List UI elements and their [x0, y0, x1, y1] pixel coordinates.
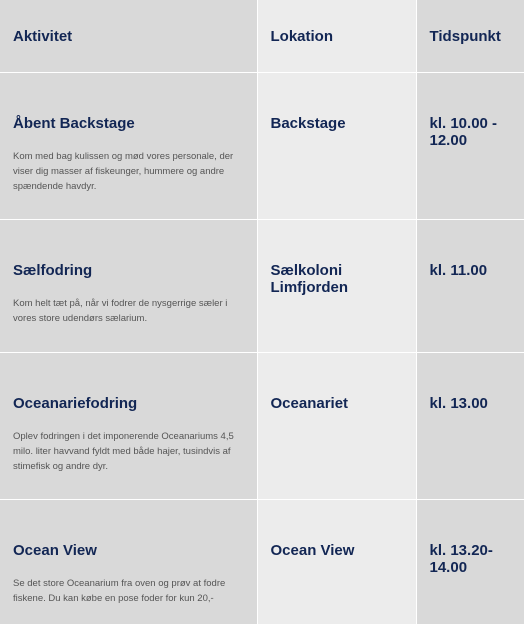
table-body: [0, 73, 524, 625]
time-cell: [416, 73, 524, 220]
time-text: kl. 13.20- 14.00: [429, 542, 493, 576]
header-location: Lokation: [257, 0, 416, 73]
activity-title: Sælfodring: [13, 262, 93, 279]
time-cell: [416, 500, 524, 625]
table-header: [0, 0, 524, 73]
table-row: [0, 500, 524, 625]
activity-description: Oplev fodringen i det imponerende Oceanariums 4,5 milo. liter havvand fyldt med både hajer, tusindvis af stimefisk og andre dyr.: [13, 431, 234, 472]
header-activity: Aktivitet: [0, 0, 257, 73]
activity-title: Åbent Backstage: [13, 115, 135, 132]
activity-cell: [0, 73, 257, 220]
location-text: Ocean View: [270, 542, 355, 559]
location-cell: [257, 220, 416, 353]
activity-title: Oceanariefodring: [13, 395, 138, 412]
location-text: Oceanariet: [270, 395, 349, 412]
time-text: kl. 10.00 - 12.00: [429, 115, 498, 149]
activity-cell: [0, 220, 257, 353]
location-text: Sælkoloni Limfjorden: [270, 262, 348, 296]
activity-title: Ocean View: [13, 542, 97, 559]
header-row: [0, 0, 524, 73]
location-text: Backstage: [270, 115, 346, 132]
activity-cell: [0, 353, 257, 500]
time-text: kl. 11.00: [429, 262, 488, 279]
time-cell: [416, 220, 524, 353]
table-row: [0, 220, 524, 353]
location-cell: [257, 73, 416, 220]
activity-description: Kom med bag kulissen og mød vores personale, der viser dig masser af fiskeunger, hummere og andre spændende havdyr.: [13, 151, 234, 192]
time-text: kl. 13.00: [429, 395, 488, 412]
table-row: [0, 353, 524, 500]
time-cell: [416, 353, 524, 500]
header-time: Tidspunkt: [416, 0, 524, 73]
table-row: [0, 73, 524, 220]
location-cell: [257, 500, 416, 625]
activity-description: Kom helt tæt på, når vi fodrer de nysgerrige sæler i vores store udendørs sælarium.: [13, 298, 228, 324]
activity-description: Se det store Oceanarium fra oven og prøv at fodre fiskene. Du kan købe en pose foder for kun 20,-: [13, 578, 226, 604]
activity-cell: [0, 500, 257, 625]
location-cell: [257, 353, 416, 500]
